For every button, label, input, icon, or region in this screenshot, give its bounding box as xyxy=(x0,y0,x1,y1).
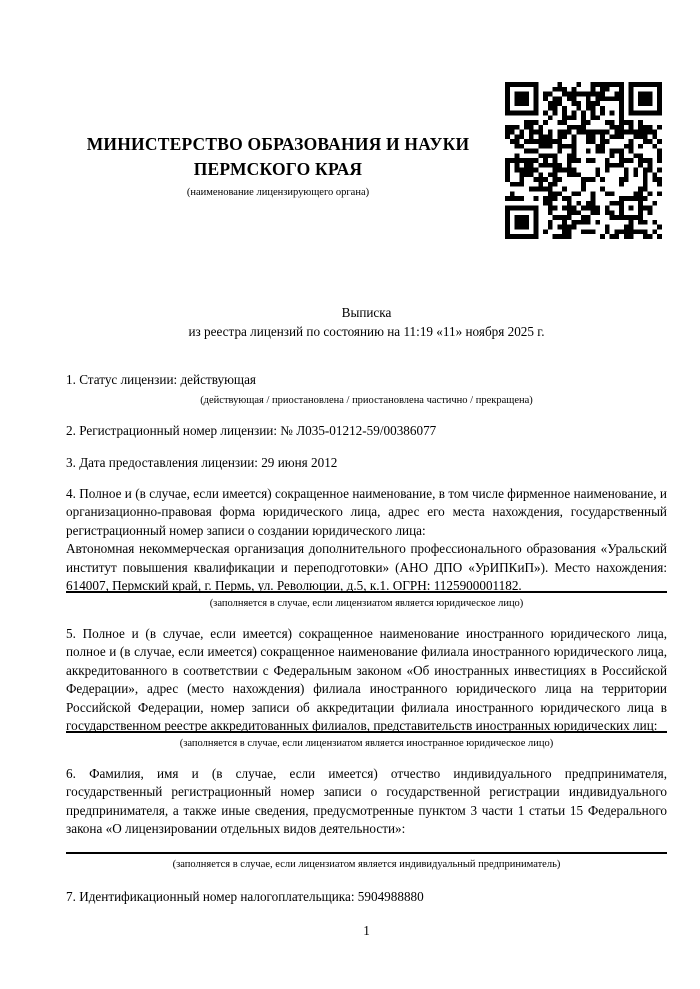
foreign-entity-note: (заполняется в случае, если лицензиатом является иностранное юридическое лицо) xyxy=(179,737,554,749)
individual-entrepreneur-label: 6. Фамилия, имя и (в случае, если имеется) отчество индивидуального предпринимателя, государственный регистрационный номер записи о государственной регистрации индивидуального предпринимателя, а также иные сведения, предусмотренные пунктом 3 части 1 статьи 15 Федерального закона «О лицензировании отдельных видов деятельности»: xyxy=(66,765,667,836)
item-legal-entity xyxy=(66,485,667,611)
taxpayer-id-text: 7. Идентификационный номер налогоплательщика: 5904988880 xyxy=(66,888,424,904)
individual-entrepreneur-note: (заполняется в случае, если лицензиатом является индивидуальный предприниматель) xyxy=(172,858,561,870)
document-title-line1: Выписка xyxy=(341,305,392,320)
licensing-authority-caption: (наименование лицензирующего органа) xyxy=(186,187,370,198)
foreign-entity-label: 5. Полное и (в случае, если имеется) сокращенное наименование иностранного юридического лица, полное и (в случае, если имеется) сокращенное наименование филиала иностранного юридического лица, аккредитованного в соответствии с Федеральным законом «Об иностранных инвестициях в Российской Федерации», адрес (место нахождения) филиала иностранного юридического лица на территории Российской Федерации, номер записи об аккредитации филиала иностранного юридического лица в государственном реестре аккредитованных филиалов, представительств иностранных юридических лиц: xyxy=(66,625,667,733)
item-registration-number xyxy=(66,422,667,441)
fill-line xyxy=(66,852,667,854)
document-content xyxy=(66,0,667,941)
license-status-text: 1. Статус лицензии: действующая xyxy=(66,372,257,387)
letterhead xyxy=(66,132,490,200)
registration-number-text: 2. Регистрационный номер лицензии: № Л035-01212-59/00386077 xyxy=(66,422,437,438)
document-title-line2: из реестра лицензий по состоянию на 11:19 «11» ноября 2025 г. xyxy=(188,323,545,339)
ministry-name-line2: ПЕРМСКОГО КРАЯ xyxy=(193,159,363,179)
item-license-grant-date xyxy=(66,454,667,473)
item-taxpayer-id xyxy=(66,888,667,907)
legal-entity-note: (заполняется в случае, если лицензиатом является юридическое лицо) xyxy=(209,597,524,609)
license-status-note: (действующая / приостановлена / приостановлена частично / прекращена) xyxy=(200,394,533,406)
ministry-name-line1: МИНИСТЕРСТВО ОБРАЗОВАНИЯ И НАУКИ xyxy=(86,134,470,154)
page-number: 1 xyxy=(363,923,370,938)
item-foreign-entity xyxy=(66,625,667,751)
item-license-status xyxy=(66,371,667,408)
document-title xyxy=(66,304,667,341)
legal-entity-label: 4. Полное и (в случае, если имеется) сокращенное наименование, в том числе фирменное наименование, и организационно-правовая форма юридического лица, адрес его места нахождения, государственный регистрационный номер записи о создании юридического лица: xyxy=(66,485,667,538)
license-grant-date-text: 3. Дата предоставления лицензии: 29 июня 2012 xyxy=(66,455,338,470)
item-individual-entrepreneur xyxy=(66,765,667,872)
legal-entity-value: Автономная некоммерческая организация дополнительного профессионального образования «Уральский институт повышения квалификации и переподготовки» (АНО ДПО «УрИПКиП»). Место нахождения: 614007, Пермский край, г. Пермь, ул. Революции, д.5, к.1. ОГРН: 1125900001182. xyxy=(66,541,667,593)
